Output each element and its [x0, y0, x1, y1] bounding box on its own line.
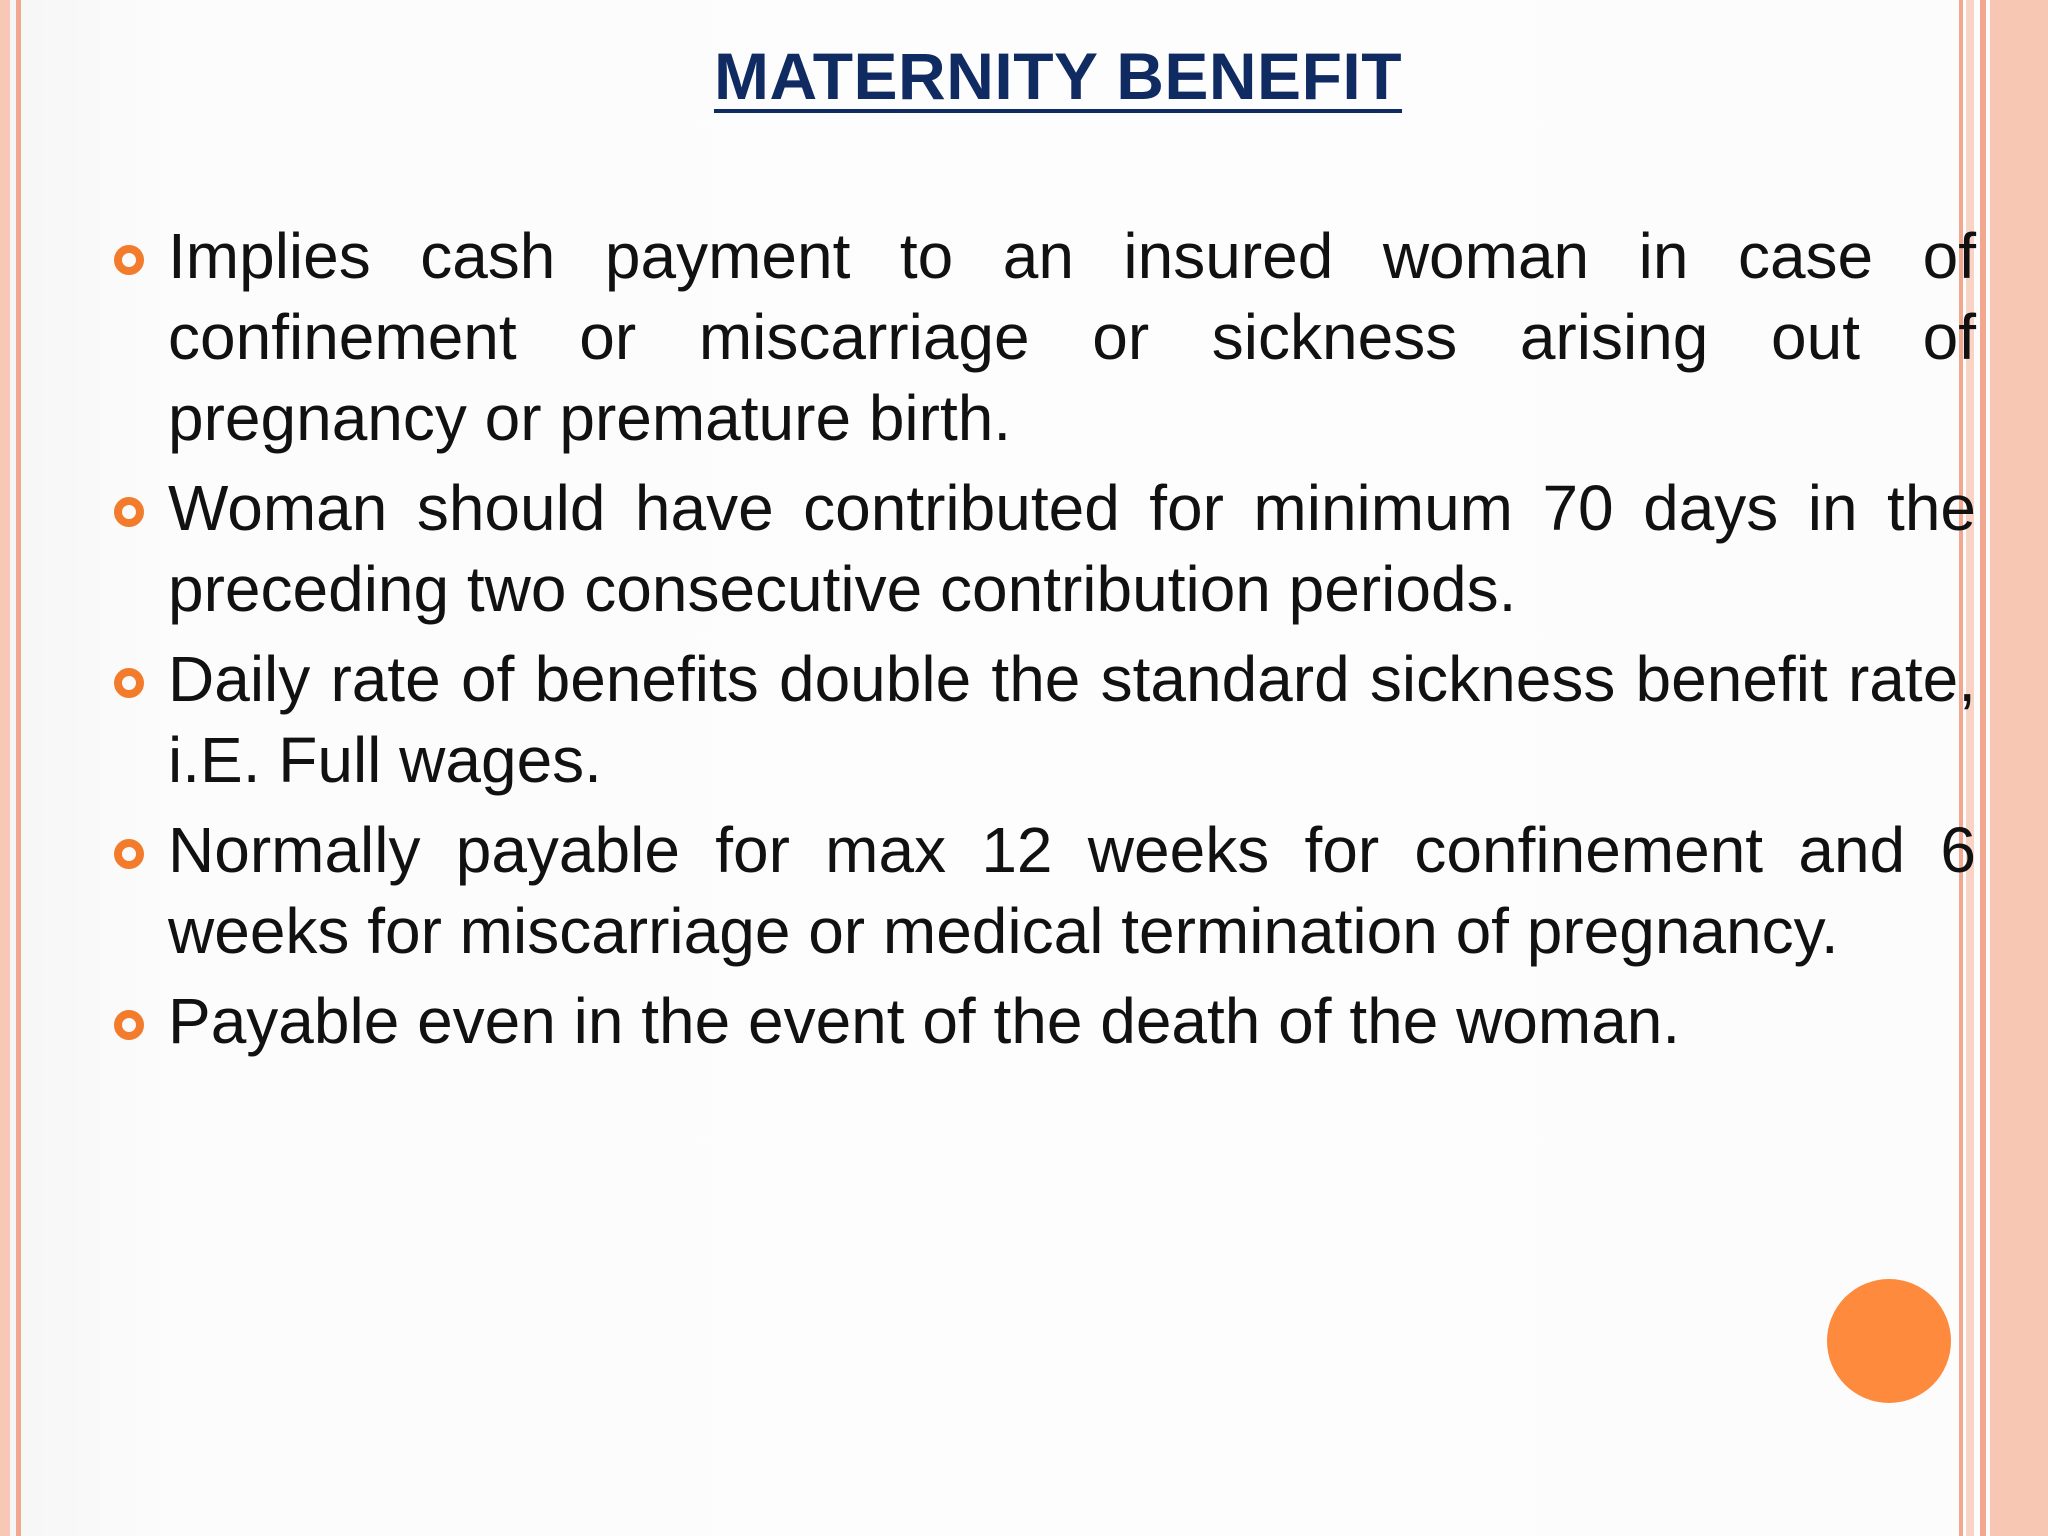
- bullet-item: [104, 639, 1976, 801]
- bullet-text: Daily rate of benefits double the standard sickness benefit rate, i.E. Full wages.: [168, 643, 1976, 796]
- bullet-circle-icon: [114, 668, 144, 698]
- left-border-stripe: [0, 0, 10, 1536]
- left-border-stripe-thin: [16, 0, 21, 1536]
- slide-title-text: MATERNITY BENEFIT: [713, 39, 1403, 113]
- bullet-item: [104, 810, 1976, 972]
- bullet-circle-icon: [114, 839, 144, 869]
- right-border-band: [1990, 0, 2048, 1536]
- bullet-text: Woman should have contributed for minimum 70 days in the preceding two consecutive contribution periods.: [168, 472, 1976, 625]
- bullet-list: [104, 216, 1976, 1071]
- bullet-item: [104, 981, 1976, 1062]
- bullet-circle-icon: [114, 245, 144, 275]
- orange-circle-decoration: [1827, 1279, 1951, 1403]
- bullet-circle-icon: [114, 1010, 144, 1040]
- bullet-circle-icon: [114, 497, 144, 527]
- bullet-item: [104, 468, 1976, 630]
- bullet-text: Payable even in the event of the death of the woman.: [168, 985, 1681, 1057]
- bullet-text: Implies cash payment to an insured woman in case of confinement or miscarriage or sickness arising out of pregnancy or premature birth.: [168, 220, 1976, 454]
- bullet-item: [104, 216, 1976, 459]
- slide-title: [0, 38, 2048, 114]
- right-border-stripe-mid: [1980, 0, 1986, 1536]
- bullet-text: Normally payable for max 12 weeks for confinement and 6 weeks for miscarriage or medical termination of pregnancy.: [168, 814, 1976, 967]
